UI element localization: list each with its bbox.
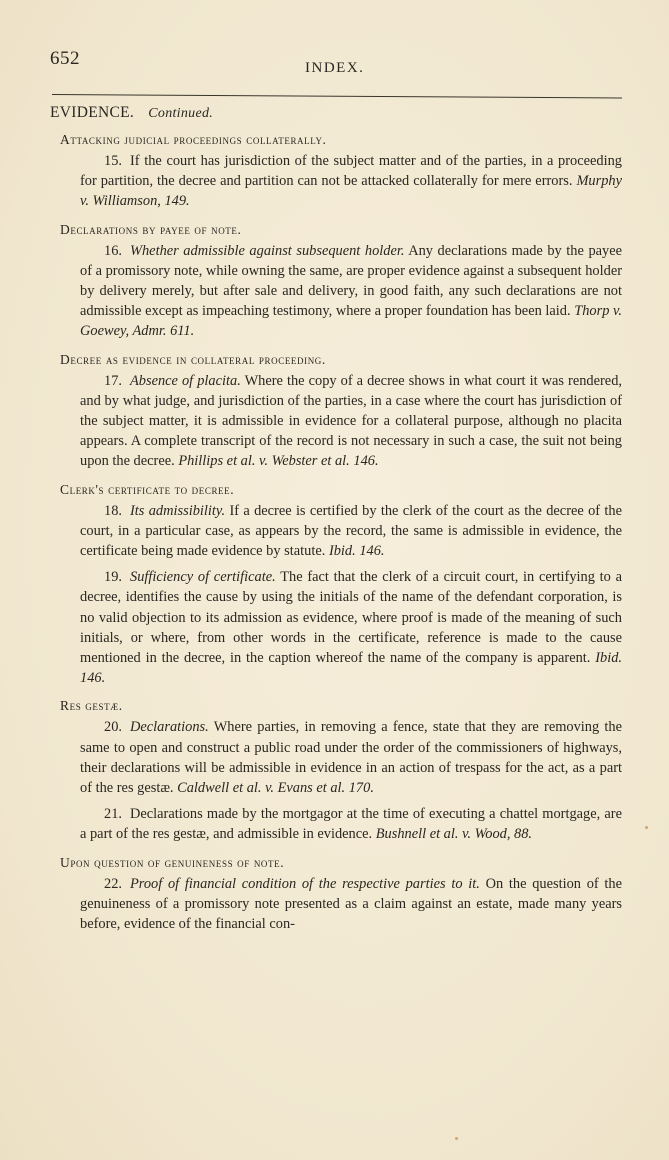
entry-text: Declarations made by the mortgagor at the time of executing a chattel mortgage, are a part of the res gestæ, and admissible in evidence. xyxy=(80,806,622,843)
entry-citation: Thorp v. Goewey, Admr. 611. xyxy=(80,303,622,340)
index-entry xyxy=(80,717,622,798)
entry-citation: Phillips et al. v. Webster et al. 146. xyxy=(178,453,379,470)
index-section xyxy=(50,482,622,689)
index-section xyxy=(50,352,622,472)
title-main: EVIDENCE. xyxy=(50,104,135,121)
entry-citation: Murphy v. Williamson, 149. xyxy=(80,173,622,210)
index-section xyxy=(50,222,622,342)
entry-text: Where parties, in removing a fence, state that they are removing the same to open and construct a public road under the order of the commissioners of highways, their declarations will be admissible in evidence in an action of trespass for the act, as a part of the res gestæ. xyxy=(80,719,622,797)
section-heading: Declarations by payee of note. xyxy=(60,221,242,237)
section-heading: Res gestæ. xyxy=(60,698,123,714)
index-section xyxy=(50,855,622,935)
entry-topic: Declarations. xyxy=(130,719,209,736)
paper-fleck xyxy=(455,1137,458,1140)
entry-number: 17. xyxy=(104,372,122,389)
entry-text: The fact that the clerk of a circuit court, in certifying to a decree, identifies the cause by using the initials of the name of the defendant corporation, is no valid objection to its admission as evidence, where proof is made of the meaning of such initials, or where, from other words in the certificate, reference is made to the cause mentioned in the decree, in the caption whereof the name of the company is apparent. xyxy=(80,569,622,667)
running-head: INDEX. xyxy=(305,60,365,76)
entry-number: 20. xyxy=(104,719,122,736)
entry-topic: Sufficiency of certificate. xyxy=(130,569,276,586)
entry-text: If a decree is certified by the clerk of the court as the decree of the court, in a particular case, as appears by the record, the same is admissible in evidence, the certificate being made evidence by statute. xyxy=(80,502,622,560)
header-rule xyxy=(52,94,622,98)
entry-text: If the court has jurisdiction of the subject matter and of the parties, in a proceeding for partition, the decree and partition can not be attacked collaterally for mere errors. xyxy=(80,153,622,190)
entry-number: 22. xyxy=(104,875,122,892)
entry-topic: Absence of placita. xyxy=(130,372,241,389)
entry-number: 16. xyxy=(104,242,122,259)
entry-topic: Proof of financial condition of the respective parties to it. xyxy=(130,875,480,892)
index-title xyxy=(50,104,622,122)
entry-number: 19. xyxy=(104,569,122,586)
index-entry xyxy=(80,371,622,472)
entry-text: Any declarations made by the payee of a promissory note, while owning the same, are proper evidence against a subsequent holder by delivery merely, but after sale and delivery, in good faith, any such declarations are not admissible except as impeaching testimony, where a proper foundation has been laid. xyxy=(80,242,622,320)
index-entry xyxy=(80,501,622,562)
index-section xyxy=(50,132,622,212)
entry-citation: Bushnell et al. v. Wood, 88. xyxy=(375,826,533,843)
entry-topic: Its admissibility. xyxy=(130,502,226,519)
entry-text: Where the copy of a decree shows in what court it was rendered, and by what judge, and jurisdiction of the parties, in a case where the court has jurisdiction of the subject matter, it is admissible in evidence for a collateral purpose, although no placita appears. A complete transcript of the record is not necessary in such a case, the suit not being upon the decree. xyxy=(80,372,622,470)
section-heading: Attacking judicial proceedings collaterally. xyxy=(60,132,327,147)
section-heading: Upon question of genuineness of note. xyxy=(60,854,285,870)
entry-text: On the question of the genuineness of a promissory note presented as a claim against an estate, made many years before, evidence of the financial con- xyxy=(80,875,622,933)
entry-number: 15. xyxy=(104,153,122,169)
sections xyxy=(50,132,622,934)
index-entry xyxy=(80,241,622,342)
entry-citation: Ibid. 146. xyxy=(80,650,622,687)
entry-topic: Whether admissible against subsequent holder. xyxy=(130,242,405,259)
section-heading: Decree as evidence in collateral proceeding. xyxy=(60,351,326,367)
index-entry xyxy=(80,151,622,212)
entry-number: 18. xyxy=(104,502,122,519)
index-entry xyxy=(80,567,622,688)
index-entry xyxy=(80,804,622,844)
paper-fleck xyxy=(645,826,648,829)
entry-citation: Caldwell et al. v. Evans et al. 170. xyxy=(177,780,374,797)
entry-citation: Ibid. 146. xyxy=(328,543,385,560)
entry-number: 21. xyxy=(104,806,122,823)
index-entry xyxy=(80,874,622,935)
index-content xyxy=(50,100,622,940)
index-section xyxy=(50,698,622,844)
section-heading: Clerk's certificate to decree. xyxy=(60,481,235,497)
title-continued: Continued. xyxy=(148,106,214,121)
page-number: 652 xyxy=(50,48,80,69)
